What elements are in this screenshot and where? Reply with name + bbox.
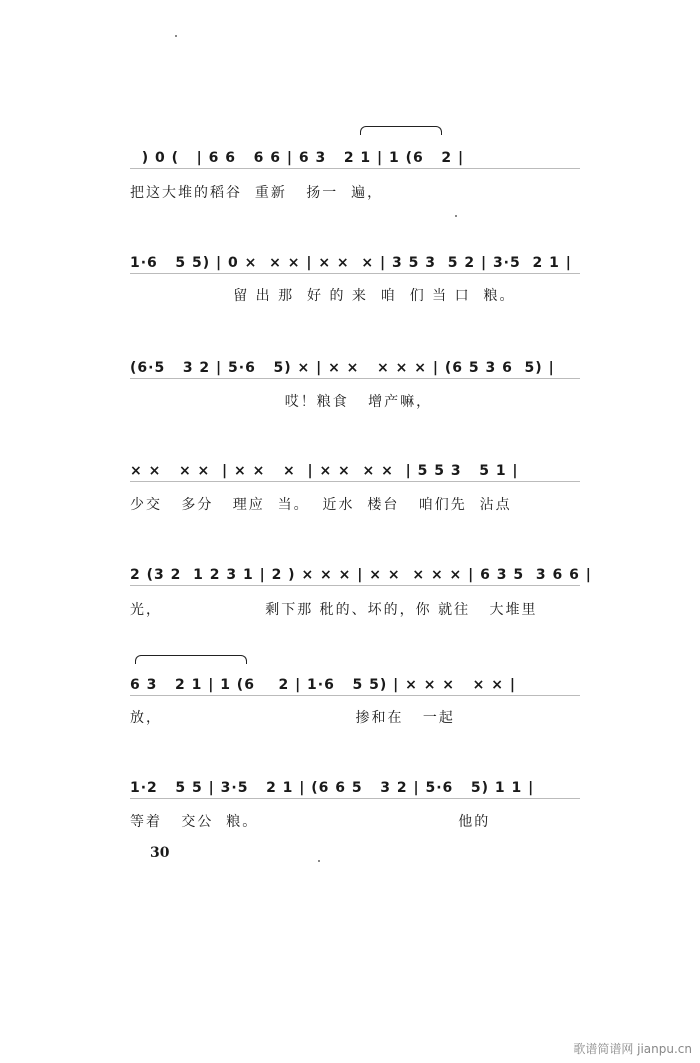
watermark: 歌谱简谱网 jianpu.cn xyxy=(573,1042,692,1056)
slur-mark xyxy=(135,655,247,664)
notation-line-1: ) 0 ( | 6 6 6 6 | 6 3 2 1 | 1 (6 2 | xyxy=(130,145,580,171)
speck-mark xyxy=(318,860,320,862)
notation-line-7: 1·2 5 5 | 3·5 2 1 | (6 6 5 3 2 | 5·6 5) 1 1 | xyxy=(130,775,580,801)
speck-mark xyxy=(455,215,457,217)
notation-line-3: (6·5 3 2 | 5·6 5) × | × × × × × | (6 5 3 6 5) | xyxy=(130,355,580,381)
speck-mark xyxy=(175,35,177,37)
lyric-line-3: 哎！粮食 增产嘛， xyxy=(130,394,433,410)
notation-line-4: × × × × | × × × | × × × × | 5 5 3 5 1 | xyxy=(130,458,580,484)
lyric-line-7: 等着 交公 粮。 他的 xyxy=(130,814,491,830)
notation-line-2: 1·6 5 5) | 0 × × × | × × × | 3 5 3 5 2 | 3·5 2 1 | xyxy=(130,250,580,276)
page-number: 30 xyxy=(150,845,170,861)
slur-mark xyxy=(360,126,442,135)
lyric-line-5: 光， 剩下那 秕的、坏的，你 就往 大堆里 xyxy=(130,602,538,618)
lyric-line-1: 把这大堆的稻谷 重新 扬一 遍， xyxy=(130,185,384,201)
lyric-line-6: 放， 掺和在 一起 xyxy=(130,710,455,726)
notation-line-5: 2 (3 2 1 2 3 1 | 2 ) × × × | × × × × × | 6 3 5 3 6 6 | xyxy=(130,562,580,588)
lyric-line-4: 少交 多分 理应 当。 近水 楼台 咱们先 沾点 xyxy=(130,497,512,513)
lyric-line-2: 留 出 那 好 的 来 咱 们 当 口 粮。 xyxy=(130,288,516,304)
notation-line-6: 6 3 2 1 | 1 (6 2 | 1·6 5 5) | × × × × × | xyxy=(130,672,580,698)
